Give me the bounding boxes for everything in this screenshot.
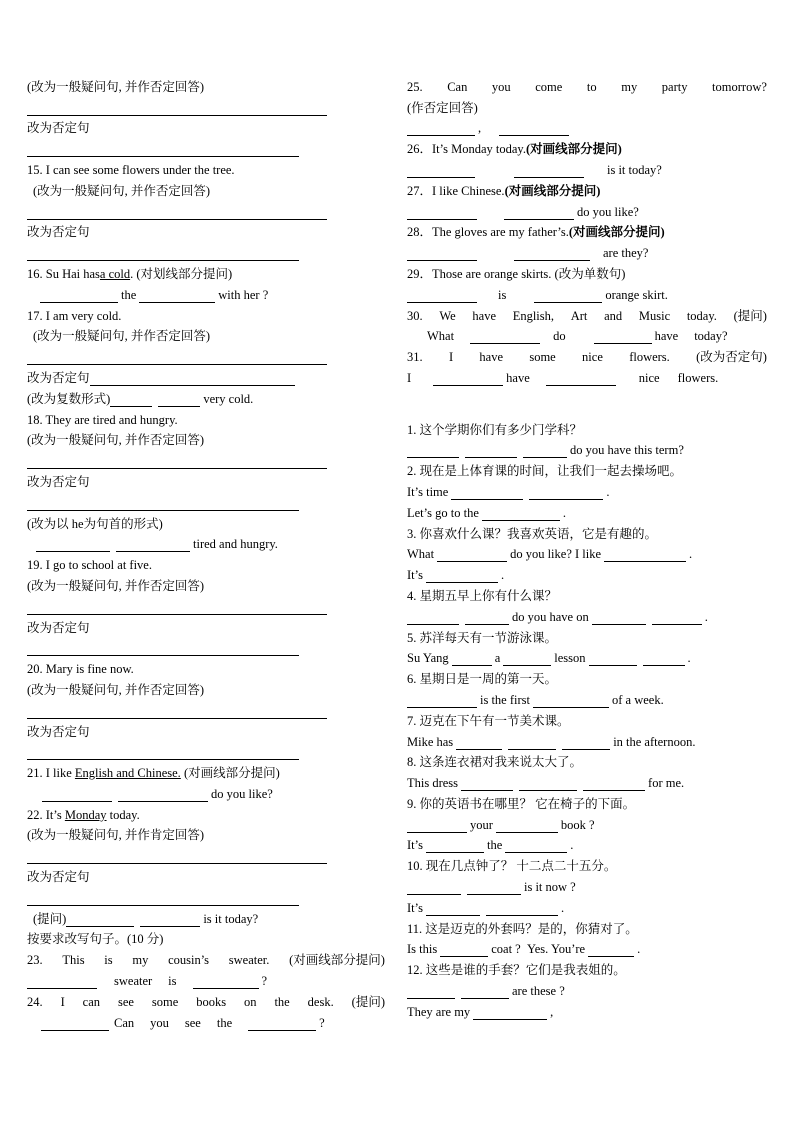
answer-word: Mike has [407, 734, 454, 749]
answer-word: do you have this term? [570, 443, 684, 458]
question-word: the [274, 994, 290, 1009]
answer-blank[interactable] [499, 123, 569, 136]
answer-blank[interactable] [426, 903, 480, 916]
question-word: 25. [407, 79, 423, 94]
answer-blank[interactable] [27, 643, 299, 656]
question-text: 27．I like Chinese. [407, 183, 505, 198]
answer-word: book ? [560, 817, 595, 832]
instruction: (改为一般疑问句, 并作肯定回答) [27, 828, 205, 843]
answer-word: orange skirt. [605, 287, 668, 302]
answer-blank[interactable] [534, 290, 602, 303]
question-word: We [439, 308, 456, 323]
translation-10: 10. 现在几点钟了？ 十二点二十五分。 [407, 859, 617, 874]
question-text: 28．The gloves are my father’s. [407, 225, 569, 240]
question-29: 29．Those are orange skirts. (改为单数句) [407, 266, 626, 281]
answer-blank[interactable] [588, 944, 634, 957]
answer-blank[interactable] [461, 778, 513, 791]
question-15: 15. I can see some flowers under the tree. [27, 162, 235, 177]
translation-9: 9. 你的英语书在哪里？ 它在椅子的下面。 [407, 796, 636, 811]
instruction: (改为一般疑问句, 并作否定回答) [33, 329, 211, 344]
question-word: Art [570, 308, 588, 323]
left-column [27, 74, 385, 1031]
answer-blank[interactable] [652, 612, 702, 625]
question-word: tomorrow? [712, 79, 767, 94]
answer-word: Yes. You’re [526, 942, 586, 957]
question-word: is [104, 953, 113, 968]
question-note: (对画线部分提问) [504, 183, 601, 198]
question-27 [407, 178, 767, 199]
question-word: sweater. [228, 953, 270, 968]
answer-blank[interactable] [66, 914, 134, 927]
question-note: (对画线部分提问) [183, 766, 280, 781]
question-31 [407, 344, 767, 365]
question-word: 24. [27, 994, 43, 1009]
question-word: party [661, 79, 688, 94]
question-24 [27, 989, 385, 1010]
answer-word: tired and hungry. [193, 537, 278, 552]
translation-4: 4. 星期五早上你有什么课？ [407, 588, 558, 603]
underlined-part: English and Chinese. [74, 766, 181, 781]
answer-word: have [506, 370, 530, 385]
question-word: have [472, 308, 496, 323]
question-word: have [479, 350, 504, 365]
answer-word: nice [638, 370, 660, 385]
answer-blank[interactable] [426, 570, 498, 583]
translation-12: 12. 这些是谁的手套？它们是我表姐的。 [407, 963, 626, 978]
question-note: . (对划线部分提问) [130, 266, 233, 281]
question-23 [27, 947, 385, 968]
question-word: (对画线部分提问) [289, 953, 385, 968]
answer-word: with her ? [218, 287, 269, 302]
answer-blank[interactable] [437, 549, 507, 562]
answer-blank[interactable] [27, 144, 299, 157]
answer-blank[interactable] [643, 653, 685, 666]
question-text: 21. I like [27, 766, 72, 781]
instruction: 改为否定句 [27, 225, 90, 240]
question-word: 30. [407, 308, 423, 323]
answer-word: for me. [648, 776, 685, 791]
answer-blank[interactable] [467, 882, 521, 895]
question-word: This [62, 953, 85, 968]
answer-word: have [654, 329, 679, 344]
answer-blank[interactable] [533, 695, 609, 708]
answer-blank[interactable] [470, 331, 540, 344]
question-word: today. [686, 308, 717, 323]
answer-word: do you have on [512, 609, 589, 624]
instruction: 改为否定句 [27, 474, 90, 489]
answer-blank[interactable] [27, 352, 327, 365]
question-16 [27, 261, 385, 282]
answer-word: is it today? [607, 162, 662, 177]
question-26 [407, 136, 767, 157]
translation-7: 7. 迈克在下午有一节美术课。 [407, 713, 570, 728]
answer-word: today? [694, 329, 728, 344]
answer-blank[interactable] [140, 914, 200, 927]
answer-word: This dress [407, 776, 459, 791]
question-word: desk. [307, 994, 334, 1009]
question-word: to [586, 79, 597, 94]
answer-blank[interactable] [248, 1018, 316, 1031]
answer-blank[interactable] [407, 882, 461, 895]
answer-blank[interactable] [594, 331, 652, 344]
question-word: Can [447, 79, 468, 94]
question-word: nice [582, 350, 603, 365]
answer-blank[interactable] [27, 602, 327, 615]
translation-2: 2. 现在是上体育课的时间，让我们一起去操场吧。 [407, 464, 683, 479]
answer-word: Is this [407, 942, 438, 957]
answer-blank[interactable] [514, 248, 590, 261]
answer-blank[interactable] [519, 778, 577, 791]
answer-word: ? [261, 974, 268, 989]
answer-word: It’s time [407, 484, 449, 499]
instruction: (改为以 he为句首的形式) [27, 516, 163, 531]
answer-blank[interactable] [583, 778, 645, 791]
question-word: come [535, 79, 563, 94]
question-word: books [196, 994, 227, 1009]
answer-blank[interactable] [407, 123, 475, 136]
instruction: (提问) [33, 911, 67, 926]
answer-blank[interactable] [42, 789, 112, 802]
answer-blank[interactable] [27, 851, 327, 864]
answer-word: flowers. [677, 370, 719, 385]
answer-blank[interactable] [589, 653, 637, 666]
answer-blank[interactable] [504, 207, 574, 220]
translation-8: 8. 这条连衣裙对我来说太大了。 [407, 755, 583, 770]
translation-3: 3. 你喜欢什么课？我喜欢英语，它是有趣的。 [407, 526, 658, 541]
question-word: some [529, 350, 556, 365]
answer-blank[interactable] [116, 539, 190, 552]
answer-blank[interactable] [562, 737, 610, 750]
question-21 [27, 760, 385, 781]
question-word: you [491, 79, 511, 94]
answer-word: It’s [407, 838, 423, 853]
answer-blank[interactable] [514, 165, 584, 178]
question-word: cousin’s [168, 953, 210, 968]
answer-word: It’s [407, 900, 423, 915]
answer-word: do you like? I like [510, 547, 602, 562]
answer-blank[interactable] [407, 820, 467, 833]
answer-blank[interactable] [407, 445, 459, 458]
answer-blank[interactable] [110, 394, 152, 407]
answer-blank[interactable] [407, 207, 477, 220]
answer-blank[interactable] [482, 508, 560, 521]
answer-blank[interactable] [546, 373, 616, 386]
question-30 [407, 303, 767, 324]
instruction: 改为否定句 [27, 370, 90, 385]
translation-6: 6. 星期日是一周的第一天。 [407, 672, 558, 687]
answer-blank[interactable] [407, 612, 459, 625]
answer-blank[interactable] [40, 290, 118, 303]
translation-5: 5. 苏洋每天有一节游泳课。 [407, 630, 558, 645]
answer-blank[interactable] [592, 612, 646, 625]
answer-word: Su Yang [407, 651, 449, 666]
instruction: (改为一般疑问句, 并作否定回答) [27, 578, 205, 593]
section-heading: 按要求改写句子。(10 分) [27, 932, 164, 947]
question-word: Music [638, 308, 671, 323]
question-text: 16. Su Hai has [27, 266, 100, 281]
answer-word: do [553, 329, 566, 344]
answer-blank[interactable] [465, 612, 509, 625]
answer-word: lesson [554, 651, 586, 666]
question-word: my [621, 79, 638, 94]
answer-word: What [427, 329, 455, 344]
translation-11: 11. 这是迈克的外套吗？是的，你猜对了。 [407, 921, 638, 936]
answer-word: see [184, 1015, 201, 1030]
answer-word: , [478, 121, 482, 136]
question-word: see [117, 994, 134, 1009]
answer-word: do you like? [211, 786, 273, 801]
question-word: English, [512, 308, 555, 323]
answer-blank[interactable] [426, 840, 484, 853]
question-word: 31. [407, 350, 423, 365]
answer-word: very cold. [203, 391, 254, 406]
answer-word: a [494, 651, 501, 666]
answer-blank[interactable] [505, 840, 567, 853]
answer-word: I [407, 370, 412, 385]
instruction: (改为一般疑问句, 并作否定回答) [33, 183, 211, 198]
answer-blank[interactable] [27, 456, 327, 469]
instruction: (改为一般疑问句, 并作否定回答) [27, 79, 205, 94]
answer-blank[interactable] [465, 445, 517, 458]
answer-word: Can [114, 1015, 135, 1030]
answer-word: It’s [407, 568, 423, 583]
answer-blank[interactable] [461, 986, 509, 999]
answer-blank[interactable] [90, 373, 295, 386]
question-word: on [244, 994, 257, 1009]
answer-blank[interactable] [27, 103, 327, 116]
answer-word: They are my [407, 1004, 471, 1019]
answer-word: of a week. [612, 692, 664, 707]
answer-blank[interactable] [139, 290, 215, 303]
answer-blank[interactable] [27, 706, 327, 719]
answer-word: the [486, 838, 503, 853]
answer-blank[interactable] [451, 487, 523, 500]
answer-blank[interactable] [36, 539, 110, 552]
answer-blank[interactable] [407, 165, 475, 178]
answer-blank[interactable] [27, 893, 299, 906]
answer-blank[interactable] [473, 1007, 547, 1020]
answer-word: Let’s go to the [407, 505, 479, 520]
answer-word: is it today? [203, 911, 259, 926]
question-17: 17. I am very cold. [27, 308, 122, 323]
answer-word: is [498, 287, 507, 302]
answer-word: do you like? [577, 204, 639, 219]
answer-blank[interactable] [27, 207, 327, 220]
question-text: 22. It’s [27, 807, 62, 822]
answer-blank[interactable] [452, 653, 492, 666]
translation-1: 1. 这个学期你们有多少门学科？ [407, 422, 583, 437]
answer-word: ? [319, 1015, 325, 1030]
question-word: (提问) [351, 994, 385, 1009]
answer-blank[interactable] [604, 549, 686, 562]
answer-word: is the first [480, 692, 530, 707]
instruction: (改为一般疑问句, 并作否定回答) [27, 682, 205, 697]
answer-blank[interactable] [496, 820, 558, 833]
question-18: 18. They are tired and hungry. [27, 412, 178, 427]
answer-blank[interactable] [440, 944, 488, 957]
answer-word: are they? [603, 246, 649, 261]
question-text: today. [109, 807, 140, 822]
answer-word: What [407, 547, 435, 562]
question-text: 26．It’s Monday today. [407, 142, 526, 157]
answer-blank[interactable] [486, 903, 558, 916]
answer-blank[interactable] [27, 248, 299, 261]
question-word: I [448, 350, 454, 365]
answer-word: sweater [114, 974, 153, 989]
answer-blank[interactable] [27, 498, 299, 511]
answer-blank[interactable] [193, 976, 259, 989]
underlined-part: a cold [99, 266, 131, 281]
answer-word: the [121, 287, 137, 302]
question-22 [27, 802, 385, 823]
instruction: (改为复数形式) [27, 391, 111, 406]
question-word: (提问) [733, 308, 767, 323]
instruction: 改为否定句 [27, 620, 90, 635]
answer-blank[interactable] [456, 737, 502, 750]
answer-word: is it now ? [524, 880, 576, 895]
answer-word: the [216, 1015, 233, 1030]
answer-word: your [470, 817, 493, 832]
answer-blank[interactable] [433, 373, 503, 386]
instruction: 改为否定句 [27, 724, 90, 739]
answer-blank[interactable] [407, 290, 477, 303]
answer-blank[interactable] [508, 737, 556, 750]
question-word: my [132, 953, 149, 968]
answer-blank[interactable] [529, 487, 603, 500]
question-word: can [82, 994, 101, 1009]
answer-word: are these ? [512, 984, 565, 999]
question-note: (对画线部分提问) [525, 142, 622, 157]
question-word: some [151, 994, 179, 1009]
question-19: 19. I go to school at five. [27, 558, 152, 573]
answer-word: in the afternoon. [613, 734, 696, 749]
answer-blank[interactable] [407, 248, 477, 261]
question-note: (对画线部分提问) [568, 225, 665, 240]
underlined-part: Monday [64, 807, 107, 822]
question-28 [407, 220, 767, 241]
answer-word: coat ? [491, 942, 521, 957]
instruction: 改为否定句 [27, 121, 90, 136]
answer-blank[interactable] [41, 1018, 109, 1031]
answer-blank[interactable] [523, 445, 567, 458]
answer-word: you [150, 1015, 169, 1030]
question-word: and [604, 308, 623, 323]
answer-blank[interactable] [27, 976, 97, 989]
question-word: I [60, 994, 65, 1009]
question-word: 23. [27, 953, 43, 968]
answer-blank[interactable] [407, 695, 477, 708]
instruction: (改为一般疑问句, 并作否定回答) [27, 433, 205, 448]
question-word: (改为否定句) [696, 350, 767, 365]
instruction: 改为否定句 [27, 870, 90, 885]
answer-blank[interactable] [407, 986, 455, 999]
right-column: 25. Can you come to my party tomorrow? (作否定回答) , 26．It’s Monday today. (对画线部分提问) is it today? 27．I like Chinese. (对画线部分提问) do you like? 28．The gloves are my father’s. (对画线部分提问) are they? 29．Those are orange skirts. (改为单数句) is orange skirt. 30. We have English, Art and Music today. (提问) What do have today? 31. I have some nice flowers. (改为否定句) I have nice flowers. 1. 这个学期你们有多少门学科？ do you have this term? 2. 现在是上体育课的时间，让我们一起去操场吧。 It’s time . Let’s go to the . 3. 你喜欢什么课？我喜欢英语，它是有趣的。 What do you like? I like . It’s . 4. 星期五早上你有什么课？ do you have on . 5. 苏洋每天有一节游泳课。 Su Yang a lesson . 6. 星期日是一周的第一天。 is the first of a week. 7. 迈克在下午有一节美术课。 Mike has in the afternoon. 8. 这条连衣裙对我来说太大了。 This dress for me. 9. 你的英语书在哪里？ 它在椅子的下面。 your book ? It’s the . 10. 现在几点钟了？ 十二点二十五分。 is it now ? It’s . 11. 这是迈克的外套吗？是的，你猜对了。 Is this coat ? Yes. You’re . 12. 这些是谁的手套？它们是我表姐的。 are these ? They are my , [407, 74, 767, 1020]
question-word: flowers. [629, 350, 670, 365]
question-20: 20. Mary is fine now. [27, 662, 134, 677]
answer-blank[interactable] [27, 747, 299, 760]
question-25 [407, 74, 767, 95]
answer-blank[interactable] [118, 789, 208, 802]
answer-blank[interactable] [158, 394, 200, 407]
answer-blank[interactable] [503, 653, 551, 666]
answer-word: is [168, 974, 177, 989]
instruction: (作否定回答) [407, 100, 478, 115]
